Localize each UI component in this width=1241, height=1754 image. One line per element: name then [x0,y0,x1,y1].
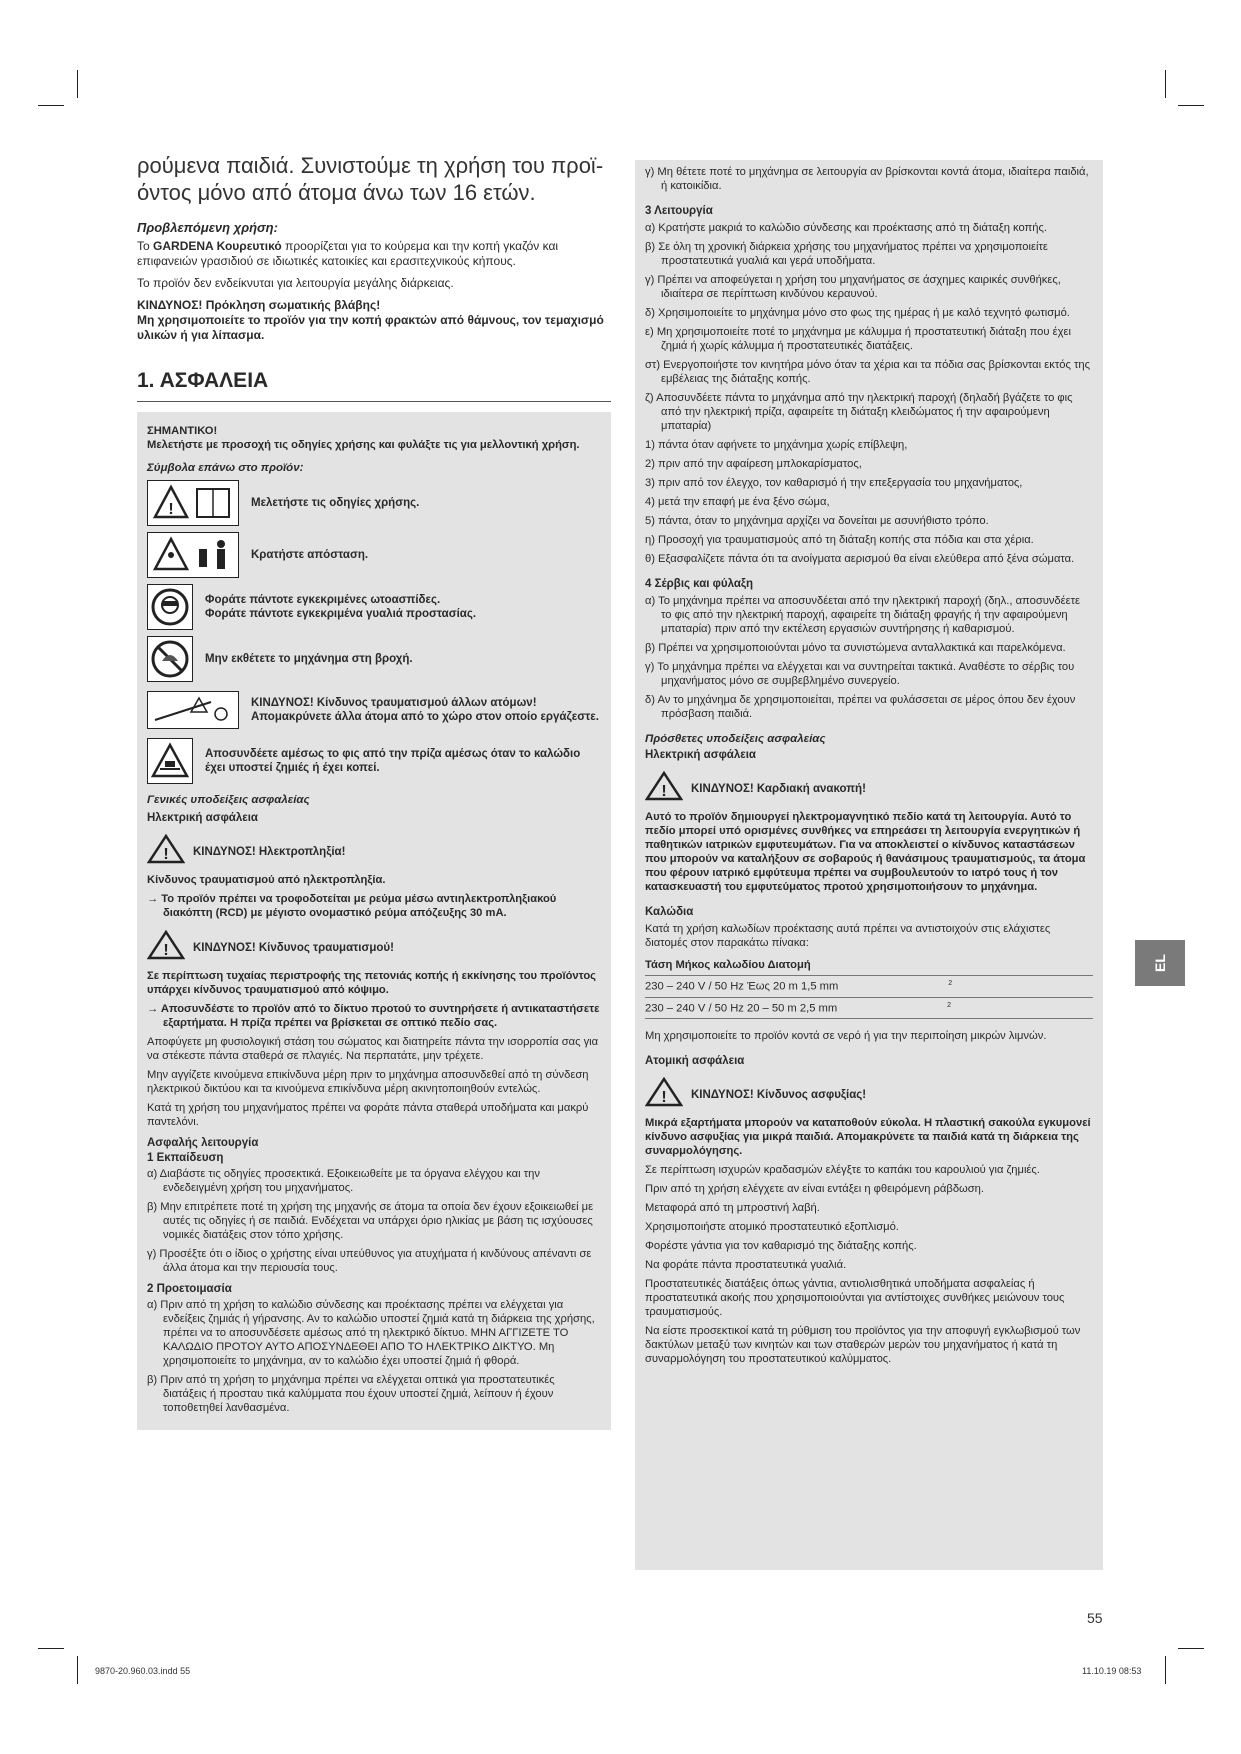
list-item: β) Πριν από τη χρήση το μηχάνημα πρέπει να ελέγχεται οπτικά για προστατευτικές διατάξεις ή προσταυ τικά καλύμματα που έχουν υποστεί ζημιά, λείπουν ή έχουν τοποθετηθεί λανθασμένα. [147,1374,555,1414]
warning-triangle-icon [147,834,185,869]
crop-mark [77,70,78,98]
heart-text: Αυτό το προϊόν δημιουργεί ηλεκτρομαγνητικό πεδίο κατά τη λειτουργία. Αυτό το πεδίο μπορεί υπό ορισμένες συνθήκες να επηρεάσει τη λειτουργία ενεργητικών ή παθητικών ιατρικών εμφυτευμάτων. Για να αποκλειστεί ο κίνδυνος καταστάσεων που μπορούν να καταλήξουν σε σοβαρούς ή θανάσιμους τραυματισμούς, τα άτομα που φέρουν ιατρικό εμφύτευμα πρέπει να συμβουλευτούν το ιατρό τους ή τον κατασκευαστή του εμφυτεύματος προτού χρησιμοποιήσουν το μηχάνημα. [645,811,1086,893]
svg-text:!: ! [661,1089,667,1107]
list-item: γ) Πρέπει να αποφεύγεται η χρήση του μηχανήματος σε άσχημες καιρικές συνθήκες, ιδιαίτερα σε περίπτωση κινδύνου κεραυνού. [645,274,1061,300]
table-cell-text: 230 – 240 V / 50 Hz 20 – 50 m 2,5 mm [645,1002,838,1015]
training-heading: 1 Εκπαίδευση [147,1152,224,1164]
danger-line: ΚΙΝΔΥΝΟΣ! Πρόκληση σωματικής βλάβης! [137,298,381,312]
list-item: β) Μην επιτρέπετε ποτέ τη χρήση της μηχανής σε άτομα τα οποία δεν έχουν εξοικειωθεί με αυτές τις οδηγίες ή σε παιδιά. Ενδέχεται να υπάρχει όριο ηλικίας με βάση τις ισχύουσες νομικές διατάξεις στον τόπο χρήσης. [147,1201,594,1241]
list-item: α) Κρατήστε μακριά το καλώδιο σύνδεσης και προέκτασης από τη διάταξη κοπής. [645,222,1048,234]
cables-text: Κατά τη χρήση καλωδίων προέκτασης αυτά πρέπει να αντιστοιχούν στις ελάχιστες διατομές στον παρακάτω πίνακα: [645,923,1051,949]
table-cell [645,976,1093,998]
warning-row [147,930,601,965]
symbol-row [147,480,601,526]
list-item: 1) πάντα όταν αφήνετε το μηχάνημα χωρίς επίβλεψη, [645,439,908,451]
table-row [645,976,1093,998]
warning-title: ΚΙΝΔΥΝΟΣ! Κίνδυνος τραυματισμού! [193,941,394,954]
svg-text:!: ! [163,846,169,863]
personal-heading: Ατομική ασφάλεια [645,1055,745,1068]
list-item: α) Το μηχάνημα πρέπει να αποσυνδέεται από την ηλεκτρική παροχή (δηλ., αποσυνδέετε το φις από την ηλεκτρική παροχή, αφαιρείτε τη διάταξη φραγής ή την αφαιρούμενη μπαταρία) πριν από την εκτέλεση εργασιών συντήρησης ή καθαρισμού. [645,595,1081,635]
symbol-text: Αποσυνδέετε αμέσως το φις από την πρίζα αμέσως όταν το καλώδιο έχει υποστεί ζημιές ή έχει κοπεί. [205,748,581,774]
language-tab [1135,940,1185,986]
list-item: α) Πριν από τη χρήση το καλώδιο σύνδεσης και προέκτασης πρέπει να ελέγχεται για ενδείξεις ζημιάς ή γήρανσης. Αν το καλώδιο υποστεί ζημιά κατά τη διάρκεια της χρήσης, πρέπει να το αποσυνδέσετε αμέσως από τη ηλεκτρικό δίκτυο. ΜΗΝ ΑΓΓΙΖΕΤΕ ΤΟ ΚΑΛΩΔΙΟ ΠΡΟΤΟΥ ΑΥΤΟ ΑΠΟΣΥΝΔΕΘΕΙ ΑΠΟ ΤΟ ΗΛΕΚΤΡΙΚΟ ΔΙΚΤΥΟ. Μη χρησιμοποιείτε το μηχάνημα, αν το καλώδιο έχει υποστεί ζημιά ή φθορά. [147,1299,595,1367]
svg-text:!: ! [168,501,174,518]
electrical-heading: Ηλεκτρική ασφάλεια [147,812,258,824]
paragraph: Φορέστε γάντια για τον καθαρισμό της διάταξης κοπής. [645,1240,917,1253]
svg-text:!: ! [661,783,667,800]
intended-use-heading: Προβλεπόμενη χρήση: [137,220,278,235]
warning-book-icon [147,480,239,526]
list-item: ζ) Αποσυνδέετε πάντα το μηχάνημα από την ηλεκτρική παροχή (δηλαδή βγάζετε το φις από την ηλεκτρική πρίζα, αφαιρείτε τη διάταξη κλειδώματος ή την αφαιρούμενη μπαταρία) [645,392,1073,432]
service-heading: 4 Σέρβις και φύλαξη [645,578,754,590]
danger-text: Μη χρησιμοποιείτε το προϊόν για την κοπή φρακτών από θάμνους, τον τεμαχισμό υλικών ή για λίπασμα. [137,313,604,342]
svg-text:!: ! [163,942,169,959]
warning-row [645,771,1093,806]
table-cell-sup: 2 [947,1001,952,1009]
no-rain-icon [147,636,193,682]
warning-triangle-icon [645,771,683,806]
warning-row [645,1077,1093,1112]
important-title: ΣΗΜΑΝΤΙΚΟ! [147,425,218,437]
cable-table [645,955,1093,1019]
operation-heading: 3 Λειτουργία [645,205,713,217]
warning-triangle-icon [645,1077,683,1112]
paragraph: Μεταφορά από τη μπροστινή λαβή. [645,1202,820,1215]
symbol-text: Φοράτε πάντοτε εγκεκριμένες ωτοασπίδες. Φοράτε πάντοτε εγκεκριμένα γυαλιά προστασίας. [205,594,477,620]
additional-heading: Πρόσθετες υποδείξεις ασφαλείας [645,733,826,745]
thrown-objects-icon [147,691,239,729]
ear-eye-protection-icon [147,584,193,630]
electrical-heading: Ηλεκτρική ασφάλεια [645,749,756,761]
list-item: ε) Μη χρησιμοποιείτε ποτέ το μηχάνημα με κάλυμμα ή προστατευτική διάταξη που έχει ζημιά ή χωρίς κάλυμμα ή προστατευτικές διατάξεις. [645,326,1071,352]
general-heading: Γενικές υποδείξεις ασφαλείας [147,794,310,806]
list-item: 2) πριν από την αφαίρεση μπλοκαρίσματος, [645,458,862,470]
warning-sub: Κίνδυνος τραυματισμού από ηλεκτροπληξία. [147,874,386,886]
unplug-icon [147,738,193,784]
table-header-cell: Τάση Μήκος καλωδίου Διατομή [645,955,1093,976]
paragraph: Να φοράτε πάντα προστατευτικά γυαλιά. [645,1259,847,1272]
prep-heading: 2 Προετοιμασία [147,1283,232,1295]
warning-arrow: → Αποσυνδέστε το προϊόν από το δίκτυο προτού το συντηρήσετε ή αντικαταστήσετε εξαρτήματα. Η πρίζα πρέπει να βρίσκεται σε οπτικό πεδίο σας. [147,1003,600,1029]
paragraph: Σε περίπτωση ισχυρών κραδασμών ελέγξτε το καπάκι του καρουλιού για ζημιές. [645,1164,1040,1177]
symbol-text: Μελετήστε τις οδηγίες χρήσης. [251,497,420,509]
crop-mark [1165,70,1166,98]
left-column [137,152,611,1430]
symbol-row [147,738,601,784]
warning-arrow: → Το προϊόν πρέπει να τροφοδοτείται με ρεύμα μέσω αντιηλεκτροπληξιακού διακόπτη (RCD) με μέγιστο ονομαστικό ρεύμα απόζευξης 30 mA. [147,893,557,919]
list-item: θ) Εξασφαλίζετε πάντα ότι τα ανοίγματα αερισμού θα είναι ελεύθερα από ξένα σώματα. [645,553,1075,565]
symbols-heading: Σύμβολα επάνω στο προϊόν: [147,462,304,474]
crop-mark [38,1648,64,1649]
paragraph: Αποφύγετε μη φυσιολογική στάση του σώματος και διατηρείτε πάντα την ισορροπία σας για να στέκεστε πάντα σταθερά σε πλαγιές. Να περπατάτε, μην τρέχετε. [147,1036,599,1062]
list-item: δ) Χρησιμοποιείτε το μηχάνημα μόνο στο φως της ημέρας ή με καλό τεχνητό φωτισμό. [645,307,1070,319]
list-item: β) Σε όλη τη χρονική διάρκεια χρήσης του μηχανήματος πρέπει να χρησιμοποιείτε προστατευτικά γυαλιά και γερά υποδήματα. [645,241,1048,267]
safe-op-heading: Ασφαλής λειτουργία [147,1137,259,1149]
safety-box-right [635,160,1103,1570]
crop-mark [38,105,64,106]
paragraph: Κατά τη χρήση του μηχανήματος πρέπει να φοράτε πάντα σταθερά υποδήματα και μακρύ παντελόνι. [147,1102,589,1128]
important-text: Μελετήστε με προσοχή τις οδηγίες χρήσης και φυλάξτε τις για μελλοντική χρήση. [147,439,580,451]
warning-row [147,834,601,869]
list-item: γ) Μη θέτετε ποτέ το μηχάνημα σε λειτουργία αν βρίσκονται κοντά άτομα, ιδιαίτερα παιδιά, ή κατοικίδια. [645,166,1089,192]
list-item: στ) Ενεργοποιήστε τον κινητήρα μόνο όταν τα χέρια και τα πόδια σας βρίσκονται εκτός της εμβέλειας της διάταξης κοπής. [645,359,1090,385]
footer-date: 11.10.19 08:53 [1082,1666,1142,1676]
table-header [645,955,1093,976]
footer-file: 9870-20.960.03.indd 55 [95,1666,191,1676]
choke-text: Μικρά εξαρτήματα μπορούν να καταποθούν εύκολα. Η πλαστική σακούλα εγκυμονεί κίνδυνο ασφυξίας για μικρά παιδιά. Απομακρύνετε τα παιδιά κατά τη διάρκεια της συναρμολόγησης. [645,1117,1091,1158]
list-item: 4) μετά την επαφή με ένα ξένο σώμα, [645,496,830,508]
paragraph: Μην αγγίζετε κινούμενα επικίνδυνα μέρη πριν το μηχάνημα αποσυνδεθεί από τη σύνδεση ηλεκτρικού δικτύου και τα κινούμενα επικίνδυνα μέρη ακινητοποιηθούν εντελώς. [147,1069,589,1095]
list-item: 5) πάντα, όταν το μηχάνημα αρχίζει να δονείται με ασυνήθιστο τρόπο. [645,515,989,527]
table-cell-sup: 2 [948,980,953,987]
lead-text: ρούμενα παιδιά. Συνιστούμε τη χρήση του προϊ-όντος μόνο από άτομα άνω των 16 ετών. [137,153,604,205]
paragraph: Προστατευτικές διατάξεις όπως γάντια, αντιολισθητικά υποδήματα ασφαλείας ή προστατευτικά ακοής που χρησιμοποιούνται για αντίστοιχες συνθήκες μειώνουν τους τραυματισμούς. [645,1278,1065,1319]
brand-name: GARDENA Κουρευτικό [153,239,282,253]
warning-triangle-icon [147,930,185,965]
keep-distance-icon [147,532,239,578]
list-item: 3) πριν από τον έλεγχο, τον καθαρισμό ή την επεξεργασία του μηχανήματος, [645,477,1023,489]
symbol-row [147,688,601,732]
language-tab-label: EL [1151,954,1168,972]
list-item: β) Πρέπει να χρησιμοποιούνται μόνο τα συνιστώμενα ανταλλακτικά και παρελκόμενα. [645,642,1066,654]
warning-title: ΚΙΝΔΥΝΟΣ! Ηλεκτροπληξία! [193,845,346,858]
warning-title: ΚΙΝΔΥΝΟΣ! Καρδιακή ανακοπή! [691,782,866,795]
warning-sub: Σε περίπτωση τυχαίας περιστροφής της πετονιάς κοπής ή εκκίνησης του προϊόντος υπάρχει κίνδυνος τραυματισμού από κόψιμο. [147,970,596,996]
intended-use-text [137,239,611,269]
list-item: γ) Το μηχάνημα πρέπει να ελέγχεται και να συντηρείται τακτικά. Αναθέστε το σέρβις του μηχανήματος μόνο σε συμβεβλημένο συνεργείο. [645,661,1075,687]
crop-mark [77,1656,78,1684]
symbol-text: Μην εκθέτετε το μηχάνημα στη βροχή. [205,653,413,665]
cables-heading: Καλώδια [645,906,694,918]
intended-use-rest: προορίζεται για το κούρεμα και την κοπή γκαζόν και επιφανειών γρασιδιού σε ιδιωτικές κατοικίες και ερασιτεχνικούς κήπους. [137,239,559,268]
intended-use-prefix: Το [137,239,154,253]
warning-title: ΚΙΝΔΥΝΟΣ! Κίνδυνος ασφυξίας! [691,1088,867,1101]
paragraph: Πριν από τη χρήση ελέγχετε αν είναι εντάξει η φθειρόμενη ράβδωση. [645,1183,985,1196]
crop-mark [1178,105,1204,106]
symbol-row [147,584,601,630]
list-item: η) Προσοχή για τραυματισμούς από τη διάταξη κοπής στα πόδια και στα χέρια. [645,534,1034,546]
crop-mark [1178,1648,1204,1649]
table-cell [645,997,1093,1019]
paragraph: Να είστε προσεκτικοί κατά τη ρύθμιση του προϊόντος για την αποφυγή εγκλωβισμού των δακτύλων μεταξύ των κινητών και των σταθερών μερών του μηχανήματος ή κατά τη συναρμολόγηση του προστατευτικού καλύμματος. [645,1325,1081,1366]
symbol-row [147,636,601,682]
water-text: Μη χρησιμοποιείτε το προϊόν κοντά σε νερό ή για την περιποίηση μικρών λιμνών. [645,1030,1047,1043]
symbol-text: ΚΙΝΔΥΝΟΣ! Κίνδυνος τραυματισμού άλλων ατόμων! Απομακρύνετε άλλα άτομα από το χώρο στον οποίο εργάζεστε. [251,697,599,723]
section-title: 1. ΑΣΦΑΛΕΙΑ [137,369,611,402]
table-cell-text: 230 – 240 V / 50 Hz Έως 20 m 1,5 mm [645,980,839,993]
symbol-text: Κρατήστε απόσταση. [251,549,369,561]
paragraph: Χρησιμοποιήστε ατομικό προστατευτικό εξοπλισμό. [645,1221,899,1234]
intended-use-p2: Το προϊόν δεν ενδείκνυται για λειτουργία μεγάλης διάρκειας. [137,276,454,290]
symbol-row [147,532,601,578]
table-row [645,997,1093,1019]
list-item: δ) Αν το μηχάνημα δε χρησιμοποιείται, πρέπει να φυλάσσεται σε μέρος όπου δεν έχουν πρόσβαση παιδιά. [645,694,1076,720]
crop-mark [1165,1656,1166,1684]
list-item: γ) Προσέξτε ότι ο ίδιος ο χρήστης είναι υπεύθυνος για ατυχήματα ή κινδύνους απέναντι σε άλλα άτομα και την περιουσία τους. [147,1248,592,1274]
page-number: 55 [1087,1610,1103,1626]
list-item: α) Διαβάστε τις οδηγίες προσεκτικά. Εξοικειωθείτε με τα όργανα ελέγχου και την ενδεδειγμένη χρήση του μηχανήματος. [147,1168,540,1194]
safety-box-left [137,412,611,1430]
